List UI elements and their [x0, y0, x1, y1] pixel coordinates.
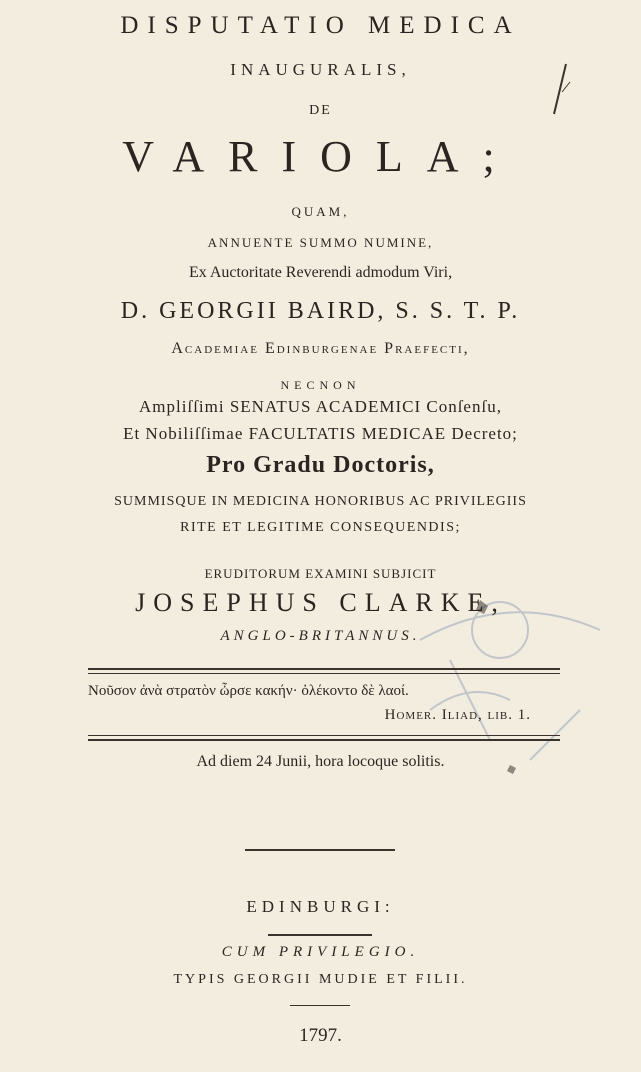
epigraph-source: Homer. Iliad, lib. 1. — [384, 707, 531, 723]
divider-top-thick — [88, 668, 560, 670]
pro-gradu-line: Pro Gradu Doctoris, — [206, 452, 435, 478]
title-line-2: INAUGURALIS, — [230, 60, 411, 79]
examini-line: ERUDITORUM EXAMINI SUBJICIT — [204, 566, 437, 581]
author-name: JOSEPHUS CLARKE, — [135, 588, 506, 617]
divider-top-thin — [88, 673, 560, 674]
senatus-line: Ampliſſimi SENATUS ACADEMICI Conſenſu, — [139, 397, 502, 416]
imprint-place: EDINBURGI: — [246, 897, 395, 916]
printer-line: TYPIS GEORGII MUDIE ET FILII. — [173, 972, 468, 987]
year-rule — [290, 1005, 350, 1006]
subject-title: VARIOLA; — [122, 132, 519, 181]
imprint-year: 1797. — [299, 1025, 342, 1046]
quam-line: QUAM, — [291, 204, 350, 219]
disputation-date: Ad diem 24 Junii, hora locoque solitis. — [196, 753, 445, 770]
author-nation: ANGLO-BRITANNUS. — [220, 628, 421, 644]
rite-line: RITE ET LEGITIME CONSEQUENDIS; — [180, 520, 461, 535]
principal-name: D. GEORGII BAIRD, S. S. T. P. — [120, 298, 521, 324]
necnon-line: NECNON — [280, 378, 361, 392]
honoribus-line: SUMMISQUE IN MEDICINA HONORIBUS AC PRIVILEGIIS — [114, 494, 527, 509]
privilegio-rule — [268, 934, 372, 936]
academiae-line: Academiae Edinburgenae Praefecti, — [171, 340, 470, 357]
annuente-line: ANNUENTE SUMMO NUMINE, — [207, 235, 434, 250]
title-line-1: DISPUTATIO MEDICA — [120, 12, 521, 39]
title-de: DE — [309, 103, 332, 118]
ornamental-rule — [245, 849, 395, 851]
divider-bottom-thin — [88, 735, 560, 736]
privilegio-line: CUM PRIVILEGIO. — [221, 944, 420, 960]
divider-bottom-thick — [88, 739, 560, 741]
facultatis-line: Et Nobiliſſimae FACULTATIS MEDICAE Decreto; — [123, 424, 518, 443]
auctoritate-line: Ex Auctoritate Reverendi admodum Viri, — [188, 264, 453, 281]
greek-epigraph: Νοῦσον ἀνὰ στρατὸν ὦρσε κακήν· ὀλέκοντο δὲ λαοί. — [88, 683, 409, 699]
